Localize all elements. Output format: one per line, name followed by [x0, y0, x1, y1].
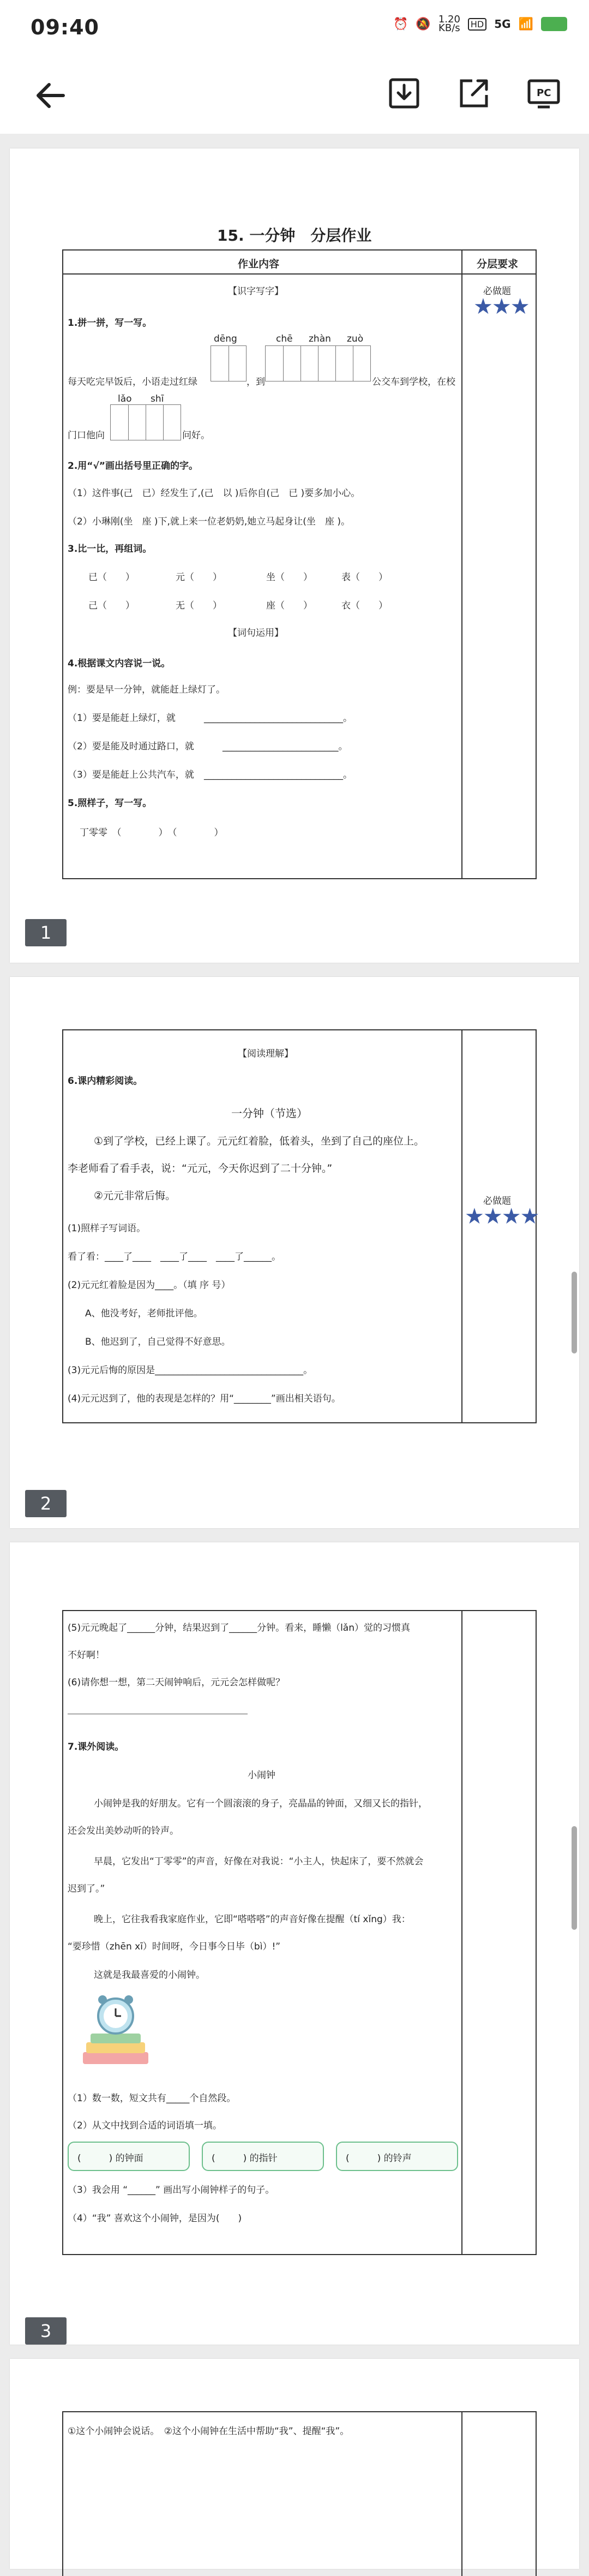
story-para: 晚上，它往我看我家庭作业，它即“嗒嗒嗒”的声音好像在提醒（tí xǐng）我：: [94, 1914, 411, 1925]
fill-cloud[interactable]: ( ) 的指针: [202, 2142, 324, 2171]
passage-para: ②元元非常后悔。: [94, 1190, 176, 1202]
q3-cell: 无（ ）: [176, 600, 222, 611]
clock: 09:40: [31, 15, 99, 39]
sub-question: (3)元元后悔的原因是________________________________。: [68, 1365, 313, 1376]
share-icon[interactable]: [456, 75, 492, 111]
q3-cell: 己（ ）: [88, 600, 135, 611]
scrollbar[interactable]: [572, 1272, 577, 1353]
sub-question: （4）“我” 喜欢这个小闹钟，是因为( ): [68, 2213, 242, 2224]
passage-para: 李老师看了看手表，说：“元元，今天你迟到了二十分钟。”: [68, 1162, 333, 1174]
q4-item: （1）要是能赶上绿灯，就: [68, 713, 176, 724]
sub-question: (4)元元迟到了，他的表现是怎样的？用“________”画出相关语句。: [68, 1393, 341, 1404]
battery-icon: [541, 17, 567, 31]
pinyin-lao: lǎo: [118, 393, 132, 404]
document-page-4: [10, 2359, 579, 2569]
question-2: 2.用“√”画出括号里正确的字。: [68, 461, 198, 472]
mute-icon: 🔕: [416, 17, 431, 31]
q3-cell: 座（ ）: [266, 600, 312, 611]
passage-para: ①到了学校，已经上课了。元元红着脸，低着头，坐到了自己的座位上。: [94, 1135, 425, 1147]
q1-text: 问好。: [182, 430, 210, 441]
worksheet-title: 15. 一分钟 分层作业: [217, 226, 372, 245]
section-vocab: 【词句运用】: [228, 628, 284, 639]
q1-text: ，到: [247, 377, 265, 387]
q2-item: （1）这件事(己 已）经发生了,(己 以 )后你自(己 已 )要多加小心。: [68, 488, 360, 499]
question-4: 4.根据课文内容说一说。: [68, 658, 171, 669]
sub-question: (2)元元红着脸是因为____。（填 序 号）: [68, 1280, 231, 1291]
pinyin-zuo: zuò: [347, 333, 364, 344]
status-bar: [0, 0, 589, 55]
section-reading: 【阅读理解】: [238, 1048, 293, 1059]
q3-cell: 已（ ）: [88, 572, 135, 583]
pinyin-che: chē: [276, 333, 293, 344]
option-line: ①这个小闹钟会说话。 ②这个小闹钟在生活中帮助“我”、提醒“我”。: [68, 2426, 350, 2437]
sub-question: (5)元元晚起了______分钟，结果迟到了______分钟。看来，睡懒（lǎn）觉的习惯真: [68, 1623, 410, 1633]
pinyin-deng: dēng: [214, 333, 237, 344]
worksheet-table: [62, 2411, 537, 2576]
alarm-icon: ⏰: [393, 17, 408, 31]
writing-grid[interactable]: [110, 404, 181, 440]
sub-question: 看了看：____了____ ____了____ ____了______。: [68, 1251, 281, 1262]
status-icons: [393, 15, 567, 33]
network-speed: 1.20 KB/s: [438, 14, 460, 34]
writing-grid[interactable]: [265, 345, 371, 381]
back-arrow-icon[interactable]: [33, 76, 71, 115]
passage-title: 一分钟（节选）: [231, 1107, 308, 1120]
story-para: 小闹钟是我的好朋友。它有一个圆滚滚的身子，亮晶晶的钟面，又细又长的指针，: [94, 1798, 428, 1809]
scrollbar[interactable]: [572, 1826, 577, 1930]
required-label: 必做题: [483, 1196, 511, 1207]
q4-item: （3）要是能赶上公共汽车，就: [68, 770, 194, 780]
hd-icon: HD: [468, 18, 486, 31]
sub-question: （2）从文中找到合适的词语填一填。: [68, 2120, 222, 2131]
worksheet-table: [62, 1610, 537, 2255]
question-1: 1.拼一拼，写一写。: [68, 318, 152, 329]
sub-question: 不好啊！: [68, 1650, 105, 1661]
q1-text: 每天吃完早饭后，小语走过红绿: [68, 377, 197, 387]
sub-question: (1)照样子写词语。: [68, 1223, 146, 1234]
q1-text: 门口他向: [68, 430, 105, 441]
q3-cell: 坐（ ）: [266, 572, 312, 583]
star-rating: ★★★★: [465, 1204, 539, 1229]
column-header-level: 分层要求: [477, 258, 519, 270]
q4-example: 例：要是早一分钟，就能赶上绿灯了。: [68, 684, 225, 695]
question-7: 7.课外阅读。: [68, 1742, 124, 1752]
q3-cell: 表（ ）: [341, 572, 388, 583]
q4-blank[interactable]: ______________________________。: [204, 770, 352, 780]
download-icon[interactable]: [386, 75, 422, 111]
document-page-2: [10, 977, 579, 1528]
writing-grid[interactable]: [211, 345, 247, 381]
pinyin-shi: shī: [151, 393, 164, 404]
story-para: “要珍惜（zhēn xī）时间呀，今日事今日毕（bì）!”: [68, 1941, 281, 1952]
pinyin-zhan: zhàn: [309, 333, 331, 344]
q3-cell: 衣（ ）: [341, 600, 388, 611]
question-3: 3.比一比，再组词。: [68, 544, 152, 554]
question-6: 6.课内精彩阅读。: [68, 1076, 143, 1087]
q3-cell: 元（ ）: [176, 572, 222, 583]
q4-blank[interactable]: _________________________。: [223, 741, 348, 752]
q4-blank[interactable]: ______________________________。: [204, 713, 352, 724]
option-a: A、他没考好，老师批评他。: [85, 1308, 203, 1319]
svg-text:PC: PC: [537, 87, 551, 99]
wifi-icon: 📶: [518, 17, 533, 31]
story-para: 这就是我最喜爱的小闹钟。: [94, 1970, 205, 1981]
q5-example: 丁零零 （ ） （ ）: [80, 827, 224, 838]
sub-question: (6)请你想一想，第二天闹钟响后，元元会怎样做呢？: [68, 1677, 285, 1688]
q2-item: （2）小琳刚(坐 座 )下,就上来一位老奶奶,她立马起身让(坐 座 )。: [68, 516, 350, 527]
document-page-3: [10, 1542, 579, 2345]
q1-text: 公交车到学校，在校: [372, 377, 455, 387]
worksheet-table: [62, 1029, 537, 1423]
page-number-badge: 1: [25, 919, 67, 946]
document-toolbar: [0, 55, 589, 134]
story-para: 迟到了。”: [68, 1883, 105, 1894]
document-page-1: [10, 148, 579, 963]
fill-cloud[interactable]: ( ) 的钟面: [68, 2142, 190, 2171]
story-para: 早晨，它发出“丁零零”的声音，好像在对我说：“小主人，快起床了，要不然就会: [94, 1856, 424, 1867]
story-para: 还会发出美妙动听的铃声。: [68, 1826, 179, 1836]
page-number-badge: 2: [25, 1490, 67, 1517]
star-rating: ★★★: [473, 294, 529, 319]
sub-question: （3）我会用 “______” 画出写小闹钟样子的句子。: [68, 2185, 275, 2196]
question-5: 5.照样子，写一写。: [68, 798, 152, 809]
q4-item: （2）要是能及时通过路口，就: [68, 741, 194, 752]
option-b: B、他迟到了，自己觉得不好意思。: [85, 1337, 231, 1347]
sub-question: （1）数一数，短文共有_____个自然段。: [68, 2093, 236, 2104]
required-label: 必做题: [483, 286, 511, 297]
worksheet-table: [62, 249, 537, 879]
signal-label: 5G: [494, 17, 511, 31]
page-number-badge: 3: [25, 2317, 67, 2345]
section-literacy: 【识字写字】: [228, 286, 284, 297]
story-title: 小闹钟: [248, 1770, 275, 1781]
fill-cloud[interactable]: ( ) 的铃声: [336, 2142, 458, 2171]
open-on-pc-icon[interactable]: [526, 75, 562, 111]
column-header-content: 作业内容: [238, 258, 280, 270]
alarm-clock-illustration: [72, 1992, 159, 2074]
